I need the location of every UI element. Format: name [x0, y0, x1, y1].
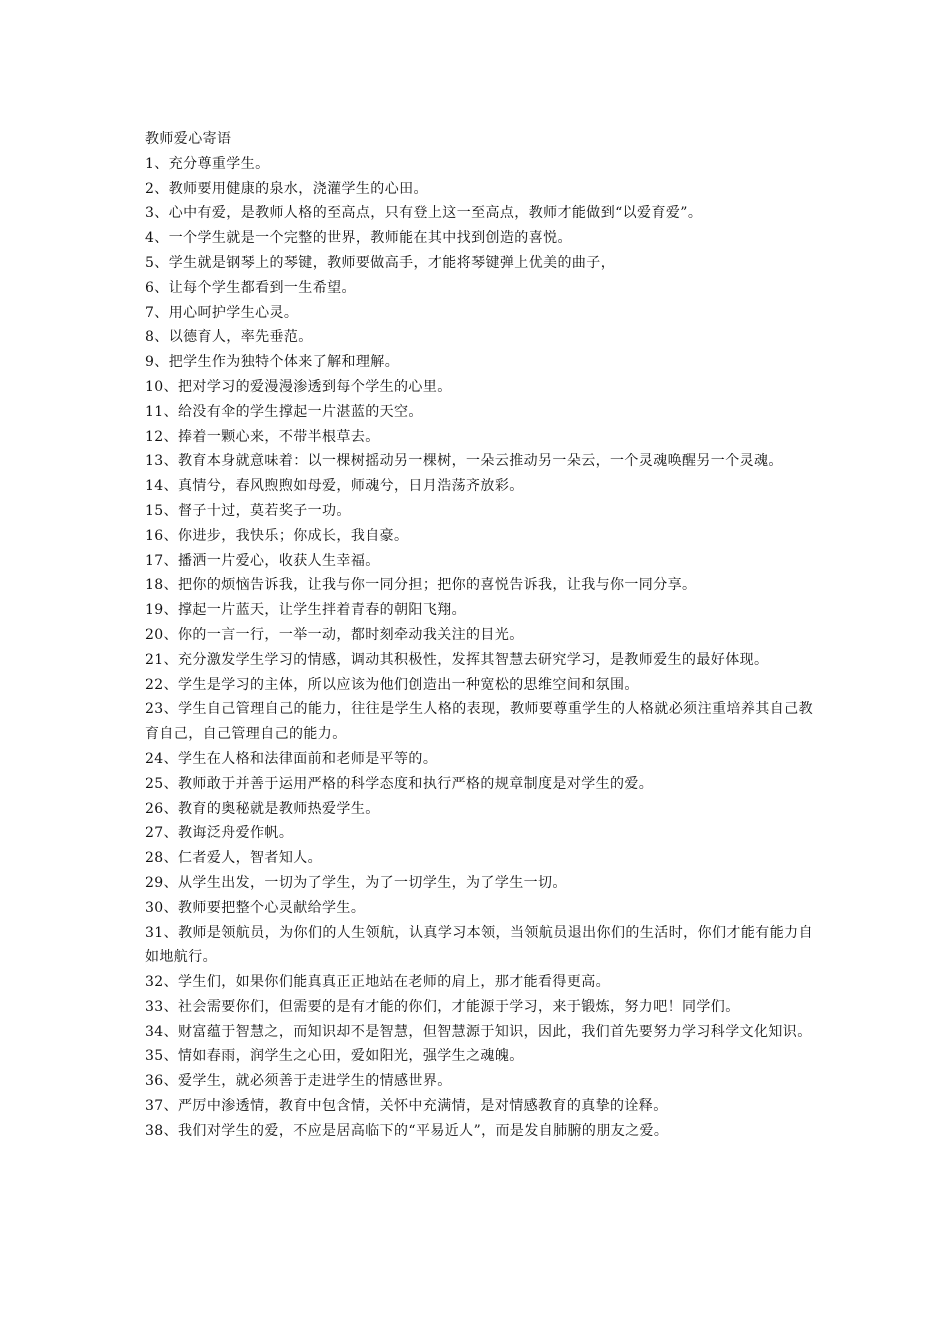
document-title: 教师爱心寄语 — [145, 131, 232, 147]
message-item: 3、心中有爱，是教师人格的至高点，只有登上这一至高点，教师才能做到“以爱育爱”。 — [145, 205, 703, 222]
message-item: 26、教育的奥秘就是教师热爱学生。 — [145, 800, 380, 817]
message-item: 32、学生们，如果你们能真真正正地站在老师的肩上，那才能看得更高。 — [145, 974, 611, 991]
message-item: 5、学生就是钢琴上的琴键，教师要做高手，才能将琴键弹上优美的曲子， — [145, 254, 616, 271]
message-item: 2、教师要用健康的泉水，浇灌学生的心田。 — [145, 180, 428, 197]
message-item: 4、一个学生就是一个完整的世界，教师能在其中找到创造的喜悦。 — [145, 230, 572, 247]
message-item: 15、督子十过，莫若奖子一功。 — [145, 502, 351, 519]
message-item: 28、仁者爱人，智者知人。 — [145, 850, 323, 867]
message-item: 31、教师是领航员，为你们的人生领航，认真学习本领，当领航员退出你们的生活时，你们才能有能力自如地航行。 — [145, 924, 813, 966]
message-item: 19、撑起一片蓝天，让学生拌着青春的朝阳飞翔。 — [145, 602, 467, 619]
message-item: 37、严厉中渗透情，教育中包含情，关怀中充满情，是对情感教育的真挚的诠释。 — [145, 1098, 668, 1115]
message-item: 38、我们对学生的爱，不应是居高临下的“平易近人”，而是发自肺腑的朋友之爱。 — [145, 1122, 669, 1139]
message-item: 7、用心呵护学生心灵。 — [145, 304, 299, 321]
message-item: 29、从学生出发，一切为了学生，为了一切学生，为了学生一切。 — [145, 874, 567, 891]
message-item: 1、充分尊重学生。 — [145, 155, 270, 172]
message-item: 25、教师敢于并善于运用严格的科学态度和执行严格的规章制度是对学生的爱。 — [145, 775, 654, 792]
message-item: 16、你进步，我快乐；你成长，我自豪。 — [145, 527, 409, 544]
message-item: 10、把对学习的爱漫漫渗透到每个学生的心里。 — [145, 378, 452, 395]
message-item: 34、财富蕴于智慧之，而知识却不是智慧，但智慧源于知识，因此，我们首先要努力学习科学文化知识。 — [145, 1023, 812, 1040]
message-item: 6、让每个学生都看到一生希望。 — [145, 279, 356, 296]
message-item: 8、以德育人，率先垂范。 — [145, 329, 313, 346]
message-item: 24、学生在人格和法律面前和老师是平等的。 — [145, 750, 438, 767]
message-item: 14、真情兮，春风煦煦如母爱，师魂兮，日月浩荡齐放彩。 — [145, 478, 524, 495]
message-item: 35、情如春雨，润学生之心田，爱如阳光，强学生之魂魄。 — [145, 1048, 524, 1065]
document-page — [145, 127, 813, 1144]
message-item: 18、把你的烦恼告诉我，让我与你一同分担；把你的喜悦告诉我，让我与你一同分享。 — [145, 577, 697, 594]
message-item: 13、教育本身就意味着：以一棵树摇动另一棵树，一朵云推动另一朵云，一个灵魂唤醒另一个灵魂。 — [145, 453, 783, 470]
message-item: 22、学生是学习的主体，所以应该为他们创造出一种宽松的思维空间和氛围。 — [145, 676, 639, 693]
message-item: 27、教诲泛舟爱作帆。 — [145, 825, 294, 842]
message-item: 30、教师要把整个心灵献给学生。 — [145, 899, 366, 916]
message-list — [145, 152, 813, 1144]
message-item: 36、爱学生，就必须善于走进学生的情感世界。 — [145, 1073, 452, 1090]
message-item: 12、捧着一颗心来，不带半根草去。 — [145, 428, 380, 445]
message-item: 23、学生自己管理自己的能力，往往是学生人格的表现，教师要尊重学生的人格就必须注重培养其自己教育自己，自己管理自己的能力。 — [145, 701, 813, 743]
message-item: 17、播洒一片爱心，收获人生幸福。 — [145, 552, 380, 569]
message-item: 20、你的一言一行，一举一动，都时刻牵动我关注的目光。 — [145, 626, 524, 643]
message-item: 33、社会需要你们，但需要的是有才能的你们，才能源于学习，来于锻炼，努力吧！同学们。 — [145, 998, 740, 1015]
message-item: 11、给没有伞的学生撑起一片湛蓝的天空。 — [145, 403, 423, 420]
message-item: 9、把学生作为独特个体来了解和理解。 — [145, 354, 400, 371]
message-item: 21、充分激发学生学习的情感，调动其积极性，发挥其智慧去研究学习，是教师爱生的最好体现。 — [145, 651, 769, 668]
